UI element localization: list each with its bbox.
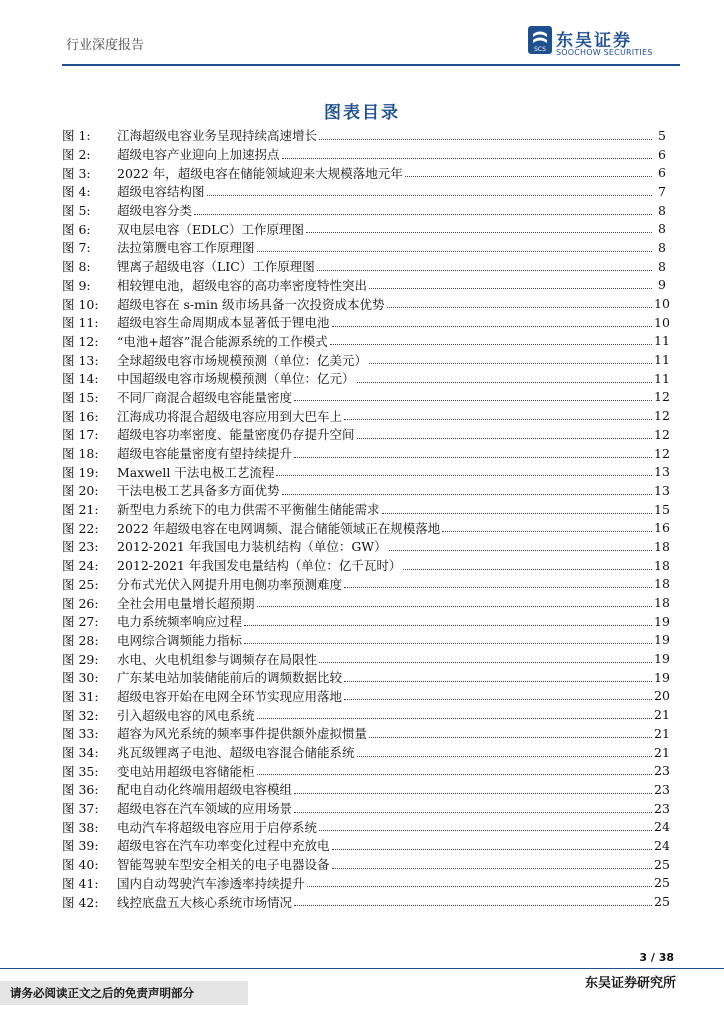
toc-entry-page: 23 bbox=[654, 800, 670, 816]
toc-entry-page: 12 bbox=[654, 408, 670, 424]
toc-leader-dots bbox=[257, 606, 652, 607]
toc-leader-dots bbox=[207, 195, 652, 196]
toc-leader-dots bbox=[294, 905, 652, 906]
toc-entry-number: 图 7: bbox=[62, 240, 91, 256]
toc-entry[interactable] bbox=[62, 313, 670, 332]
toc-entry-number: 图 4: bbox=[62, 184, 91, 200]
toc-entry-number: 图 12: bbox=[62, 333, 99, 349]
toc-entry[interactable] bbox=[62, 836, 670, 855]
toc-entry-title: 分布式光伏入网提升用电侧功率预测难度 bbox=[117, 576, 343, 592]
toc-entry[interactable] bbox=[62, 649, 670, 668]
logo-text-en: SOOCHOW SECURITIES bbox=[556, 48, 653, 57]
toc-entry[interactable] bbox=[62, 294, 670, 313]
report-type-label: 行业深度报告 bbox=[66, 38, 145, 53]
toc-entry-title: 中国超级电容市场规模预测（单位：亿元） bbox=[117, 371, 355, 387]
toc-entry[interactable] bbox=[62, 575, 670, 594]
toc-entry-number: 图 24: bbox=[62, 558, 99, 574]
toc-entry-page: 25 bbox=[654, 856, 670, 872]
company-logo-icon bbox=[528, 26, 552, 54]
toc-entry-number: 图 40: bbox=[62, 857, 99, 873]
toc-entry-title: 电动汽车将超级电容应用于启停系统 bbox=[117, 819, 318, 835]
toc-entry-number: 图 21: bbox=[62, 502, 99, 518]
toc-entry-number: 图 1: bbox=[62, 128, 91, 144]
toc-entry[interactable] bbox=[62, 425, 670, 444]
toc-entry-page: 12 bbox=[654, 445, 670, 461]
toc-entry-title: 超级电容在汽车功率变化过程中充放电 bbox=[117, 838, 330, 854]
toc-entry-title: 配电自动化终端用超级电容模组 bbox=[117, 782, 293, 798]
toc-entry-page: 23 bbox=[654, 763, 670, 779]
toc-entry[interactable] bbox=[62, 481, 670, 500]
toc-entry-number: 图 36: bbox=[62, 782, 99, 798]
toc-entry-title: 超级电容在汽车领域的应用场景 bbox=[117, 801, 293, 817]
toc-entry-page: 12 bbox=[654, 426, 670, 442]
toc-entry-number: 图 34: bbox=[62, 745, 99, 761]
toc-entry-page: 6 bbox=[658, 146, 666, 162]
toc-entry[interactable] bbox=[62, 369, 670, 388]
toc-entry[interactable] bbox=[62, 257, 666, 276]
toc-entry-title: 超级电容能量密度有望持续提升 bbox=[117, 446, 293, 462]
toc-leader-dots bbox=[403, 569, 652, 570]
toc-entry-title: 锂离子超级电容（LIC）工作原理图 bbox=[117, 259, 315, 275]
toc-entry[interactable] bbox=[62, 855, 670, 874]
toc-entry-page: 11 bbox=[654, 352, 670, 368]
toc-entry-title: 江海超级电容业务呈现持续高速增长 bbox=[117, 128, 318, 144]
toc-entry[interactable] bbox=[62, 724, 670, 743]
toc-entry-number: 图 41: bbox=[62, 875, 99, 891]
toc-leader-dots bbox=[319, 662, 652, 663]
toc-leader-dots bbox=[344, 699, 652, 700]
toc-entry[interactable] bbox=[62, 500, 670, 519]
svg-text:SCS: SCS bbox=[534, 46, 546, 53]
toc-leader-dots bbox=[405, 176, 652, 177]
toc-entry-title: Maxwell 干法电极工艺流程 bbox=[117, 464, 275, 480]
toc-entry-page: 25 bbox=[654, 894, 670, 910]
toc-leader-dots bbox=[317, 270, 652, 271]
toc-entry-number: 图 16: bbox=[62, 408, 99, 424]
toc-entry-page: 5 bbox=[658, 127, 666, 143]
toc-leader-dots bbox=[276, 475, 652, 476]
toc-leader-dots bbox=[294, 793, 652, 794]
toc-entry-title: 超级电容功率密度、能量密度仍存提升空间 bbox=[117, 427, 355, 443]
toc-leader-dots bbox=[282, 158, 652, 159]
toc-entry[interactable] bbox=[62, 817, 670, 836]
toc-entry-page: 23 bbox=[654, 781, 670, 797]
toc-leader-dots bbox=[307, 886, 652, 887]
toc-entry[interactable] bbox=[62, 406, 670, 425]
toc-entry[interactable] bbox=[62, 761, 670, 780]
toc-entry-page: 19 bbox=[654, 613, 670, 629]
toc-entry-number: 图 25: bbox=[62, 576, 99, 592]
toc-entry-title: 变电站用超级电容储能柜 bbox=[117, 763, 255, 779]
toc-leader-dots bbox=[194, 214, 652, 215]
toc-leader-dots bbox=[357, 438, 652, 439]
toc-entry-number: 图 3: bbox=[62, 165, 91, 181]
page-indicator: 3 / 38 bbox=[639, 951, 674, 964]
toc-entry-title: 国内自动驾驶汽车渗透率持续提升 bbox=[117, 875, 305, 891]
toc-entry-page: 9 bbox=[658, 277, 666, 293]
toc-leader-dots bbox=[357, 756, 652, 757]
company-logo bbox=[528, 26, 678, 60]
toc-entry-page: 13 bbox=[654, 464, 670, 480]
logo-text-cn: 东吴证券 bbox=[556, 31, 632, 51]
toc-entry-number: 图 32: bbox=[62, 707, 99, 723]
toc-leader-dots bbox=[344, 419, 652, 420]
toc-entry-page: 8 bbox=[658, 258, 666, 274]
toc-leader-dots bbox=[257, 251, 652, 252]
toc-entry-page: 18 bbox=[654, 595, 670, 611]
toc-entry-title: 电网综合调频能力指标 bbox=[117, 632, 243, 648]
toc-entry[interactable] bbox=[62, 687, 670, 706]
toc-entry-page: 19 bbox=[654, 669, 670, 685]
toc-entry-page: 18 bbox=[654, 538, 670, 554]
toc-leader-dots bbox=[244, 643, 652, 644]
toc-entry-page: 21 bbox=[654, 725, 670, 741]
toc-entry[interactable] bbox=[62, 668, 670, 687]
toc-entry-number: 图 2: bbox=[62, 147, 91, 163]
toc-entry[interactable] bbox=[62, 219, 666, 238]
toc-entry[interactable] bbox=[62, 537, 670, 556]
toc-entry-page: 8 bbox=[658, 221, 666, 237]
toc-entry-page: 18 bbox=[654, 576, 670, 592]
toc-entry-page: 10 bbox=[654, 314, 670, 330]
toc-leader-dots bbox=[257, 774, 652, 775]
toc-entry-title: 超容为风光系统的频率事件提供额外虚拟惯量 bbox=[117, 726, 368, 742]
toc-entry-number: 图 6: bbox=[62, 221, 91, 237]
toc-leader-dots bbox=[344, 587, 652, 588]
toc-entry-page: 21 bbox=[654, 744, 670, 760]
toc-entry-title: 江海成功将混合超级电容应用到大巴车上 bbox=[117, 408, 343, 424]
toc-entry[interactable] bbox=[62, 892, 670, 911]
toc-entry[interactable] bbox=[62, 163, 666, 182]
toc-entry-page: 24 bbox=[654, 837, 670, 853]
toc-entry-number: 图 15: bbox=[62, 389, 99, 405]
toc-entry[interactable] bbox=[62, 705, 670, 724]
toc-entry[interactable] bbox=[62, 201, 666, 220]
toc-entry-number: 图 23: bbox=[62, 539, 99, 555]
toc-entry-title: 全球超级电容市场规模预测（单位：亿美元） bbox=[117, 352, 368, 368]
toc-entry[interactable] bbox=[62, 350, 670, 369]
toc-leader-dots bbox=[332, 868, 652, 869]
toc-entry[interactable] bbox=[62, 444, 670, 463]
toc-leader-dots bbox=[294, 457, 652, 458]
toc-entry[interactable] bbox=[62, 182, 666, 201]
toc-leader-dots bbox=[369, 737, 652, 738]
toc-entry-title: 超级电容在 s-min 级市场具备一次投资成本优势 bbox=[117, 296, 385, 312]
toc-entry[interactable] bbox=[62, 126, 666, 145]
toc-entry-number: 图 26: bbox=[62, 595, 99, 611]
toc-leader-dots bbox=[389, 550, 652, 551]
toc-entry-title: 智能驾驶车型安全相关的电子电器设备 bbox=[117, 857, 330, 873]
toc-entry[interactable] bbox=[62, 612, 670, 631]
toc-entry-number: 图 37: bbox=[62, 801, 99, 817]
toc-entry[interactable] bbox=[62, 780, 670, 799]
toc-entry-number: 图 18: bbox=[62, 446, 99, 462]
toc-entry-page: 8 bbox=[658, 239, 666, 255]
toc-entry-title: 2022 年超级电容在电网调频、混合储能领域正在规模落地 bbox=[117, 520, 441, 536]
toc-leader-dots bbox=[369, 363, 652, 364]
toc-entry-title: 全社会用电量增长超预期 bbox=[117, 595, 255, 611]
toc-entry-page: 21 bbox=[654, 707, 670, 723]
toc-entry[interactable] bbox=[62, 145, 666, 164]
toc-entry[interactable] bbox=[62, 332, 670, 351]
toc-leader-dots bbox=[344, 681, 652, 682]
toc-entry[interactable] bbox=[62, 276, 666, 295]
toc-entry-title: 相较锂电池，超级电容的高功率密度特性突出 bbox=[117, 277, 368, 293]
toc-leader-dots bbox=[387, 307, 653, 308]
toc-entry-title: 超级电容生命周期成本显著低于锂电池 bbox=[117, 315, 330, 331]
toc-entry[interactable] bbox=[62, 462, 670, 481]
toc-entry-title: 干法电极工艺具备多方面优势 bbox=[117, 483, 280, 499]
toc-entry-number: 图 28: bbox=[62, 632, 99, 648]
toc-entry-number: 图 22: bbox=[62, 520, 99, 536]
toc-entry-title: 线控底盘五大核心系统市场情况 bbox=[117, 894, 293, 910]
toc-entry[interactable] bbox=[62, 518, 670, 537]
toc-entry-number: 图 30: bbox=[62, 670, 99, 686]
toc-entry-page: 20 bbox=[654, 688, 670, 704]
toc-entry-page: 11 bbox=[654, 333, 670, 349]
toc-entry-number: 图 5: bbox=[62, 203, 91, 219]
toc-entry-title: 超级电容开始在电网全环节实现应用落地 bbox=[117, 688, 343, 704]
header-divider bbox=[62, 64, 680, 66]
toc-entry-number: 图 20: bbox=[62, 483, 99, 499]
toc-leader-dots bbox=[306, 232, 652, 233]
toc-entry-page: 19 bbox=[654, 632, 670, 648]
toc-entry-title: 广东某电站加装储能前后的调频数据比较 bbox=[117, 670, 343, 686]
toc-entry-number: 图 31: bbox=[62, 688, 99, 704]
toc-entry-page: 19 bbox=[654, 651, 670, 667]
toc-entry-page: 6 bbox=[658, 165, 666, 181]
figure-list bbox=[62, 126, 670, 911]
toc-entry-number: 图 10: bbox=[62, 296, 99, 312]
toc-entry-title: 不同厂商混合超级电容能量密度 bbox=[117, 389, 293, 405]
toc-leader-dots bbox=[442, 531, 652, 532]
toc-entry-title: 2012-2021 年我国电力装机结构（单位：GW） bbox=[117, 539, 387, 555]
toc-entry[interactable] bbox=[62, 743, 670, 762]
toc-entry-title: 2012-2021 年我国发电量结构（单位：亿千瓦时） bbox=[117, 558, 402, 574]
toc-entry-page: 10 bbox=[654, 296, 670, 312]
toc-leader-dots bbox=[319, 830, 652, 831]
toc-entry-title: 超级电容分类 bbox=[117, 203, 193, 219]
toc-title: 图表目录 bbox=[324, 103, 400, 123]
toc-entry-page: 12 bbox=[654, 389, 670, 405]
toc-entry-number: 图 33: bbox=[62, 726, 99, 742]
toc-entry-page: 16 bbox=[654, 520, 670, 536]
toc-leader-dots bbox=[382, 513, 652, 514]
toc-entry[interactable] bbox=[62, 799, 670, 818]
toc-entry[interactable] bbox=[62, 238, 666, 257]
toc-entry-number: 图 11: bbox=[62, 315, 99, 331]
toc-entry-title: 兆瓦级锂离子电池、超级电容混合储能系统 bbox=[117, 745, 355, 761]
toc-entry-number: 图 8: bbox=[62, 259, 91, 275]
toc-entry-page: 8 bbox=[658, 202, 666, 218]
toc-leader-dots bbox=[369, 288, 652, 289]
toc-entry-title: 法拉第赝电容工作原理图 bbox=[117, 240, 255, 256]
toc-leader-dots bbox=[332, 849, 652, 850]
toc-leader-dots bbox=[294, 400, 652, 401]
toc-leader-dots bbox=[257, 718, 652, 719]
toc-entry-number: 图 42: bbox=[62, 894, 99, 910]
toc-entry-page: 25 bbox=[654, 875, 670, 891]
toc-leader-dots bbox=[330, 344, 652, 345]
toc-leader-dots bbox=[294, 812, 652, 813]
toc-entry-title: 超级电容产业迎向上加速拐点 bbox=[117, 147, 280, 163]
toc-entry-title: 水电、火电机组参与调频存在局限性 bbox=[117, 651, 318, 667]
toc-entry-number: 图 27: bbox=[62, 614, 99, 630]
toc-leader-dots bbox=[282, 494, 652, 495]
toc-entry-title: 超级电容结构图 bbox=[117, 184, 205, 200]
toc-entry-page: 15 bbox=[654, 501, 670, 517]
toc-entry-page: 24 bbox=[654, 819, 670, 835]
toc-entry-page: 18 bbox=[654, 557, 670, 573]
toc-entry[interactable] bbox=[62, 631, 670, 650]
toc-entry-number: 图 39: bbox=[62, 838, 99, 854]
toc-entry-number: 图 13: bbox=[62, 352, 99, 368]
toc-leader-dots bbox=[319, 139, 652, 140]
toc-entry-number: 图 38: bbox=[62, 819, 99, 835]
toc-leader-dots bbox=[332, 326, 652, 327]
toc-entry-number: 图 19: bbox=[62, 464, 99, 480]
disclaimer-notice: 请务必阅读正文之后的免责声明部分 bbox=[0, 981, 248, 1005]
toc-entry-title: 电力系统频率响应过程 bbox=[117, 614, 243, 630]
toc-leader-dots bbox=[244, 625, 652, 626]
toc-entry-number: 图 35: bbox=[62, 763, 99, 779]
toc-entry[interactable] bbox=[62, 593, 670, 612]
toc-leader-dots bbox=[357, 382, 652, 383]
toc-entry-number: 图 17: bbox=[62, 427, 99, 443]
toc-entry-page: 13 bbox=[654, 482, 670, 498]
toc-entry[interactable] bbox=[62, 388, 670, 407]
toc-entry-title: 引入超级电容的风电系统 bbox=[117, 707, 255, 723]
toc-entry-number: 图 14: bbox=[62, 371, 99, 387]
toc-entry-number: 图 9: bbox=[62, 277, 91, 293]
footer-divider bbox=[0, 968, 724, 969]
toc-entry-page: 11 bbox=[654, 370, 670, 386]
toc-entry-title: 2022 年，超级电容在储能领域迎来大规模落地元年 bbox=[117, 165, 403, 181]
toc-entry-title: 新型电力系统下的电力供需不平衡催生储能需求 bbox=[117, 502, 380, 518]
toc-entry-number: 图 29: bbox=[62, 651, 99, 667]
toc-entry-title: “电池+超容”混合能源系统的工作模式 bbox=[117, 333, 328, 349]
toc-entry-page: 7 bbox=[658, 183, 666, 199]
toc-entry-title: 双电层电容（EDLC）工作原理图 bbox=[117, 221, 305, 237]
institute-name: 东吴证券研究所 bbox=[584, 976, 676, 991]
toc-entry[interactable] bbox=[62, 556, 670, 575]
toc-entry[interactable] bbox=[62, 874, 670, 893]
